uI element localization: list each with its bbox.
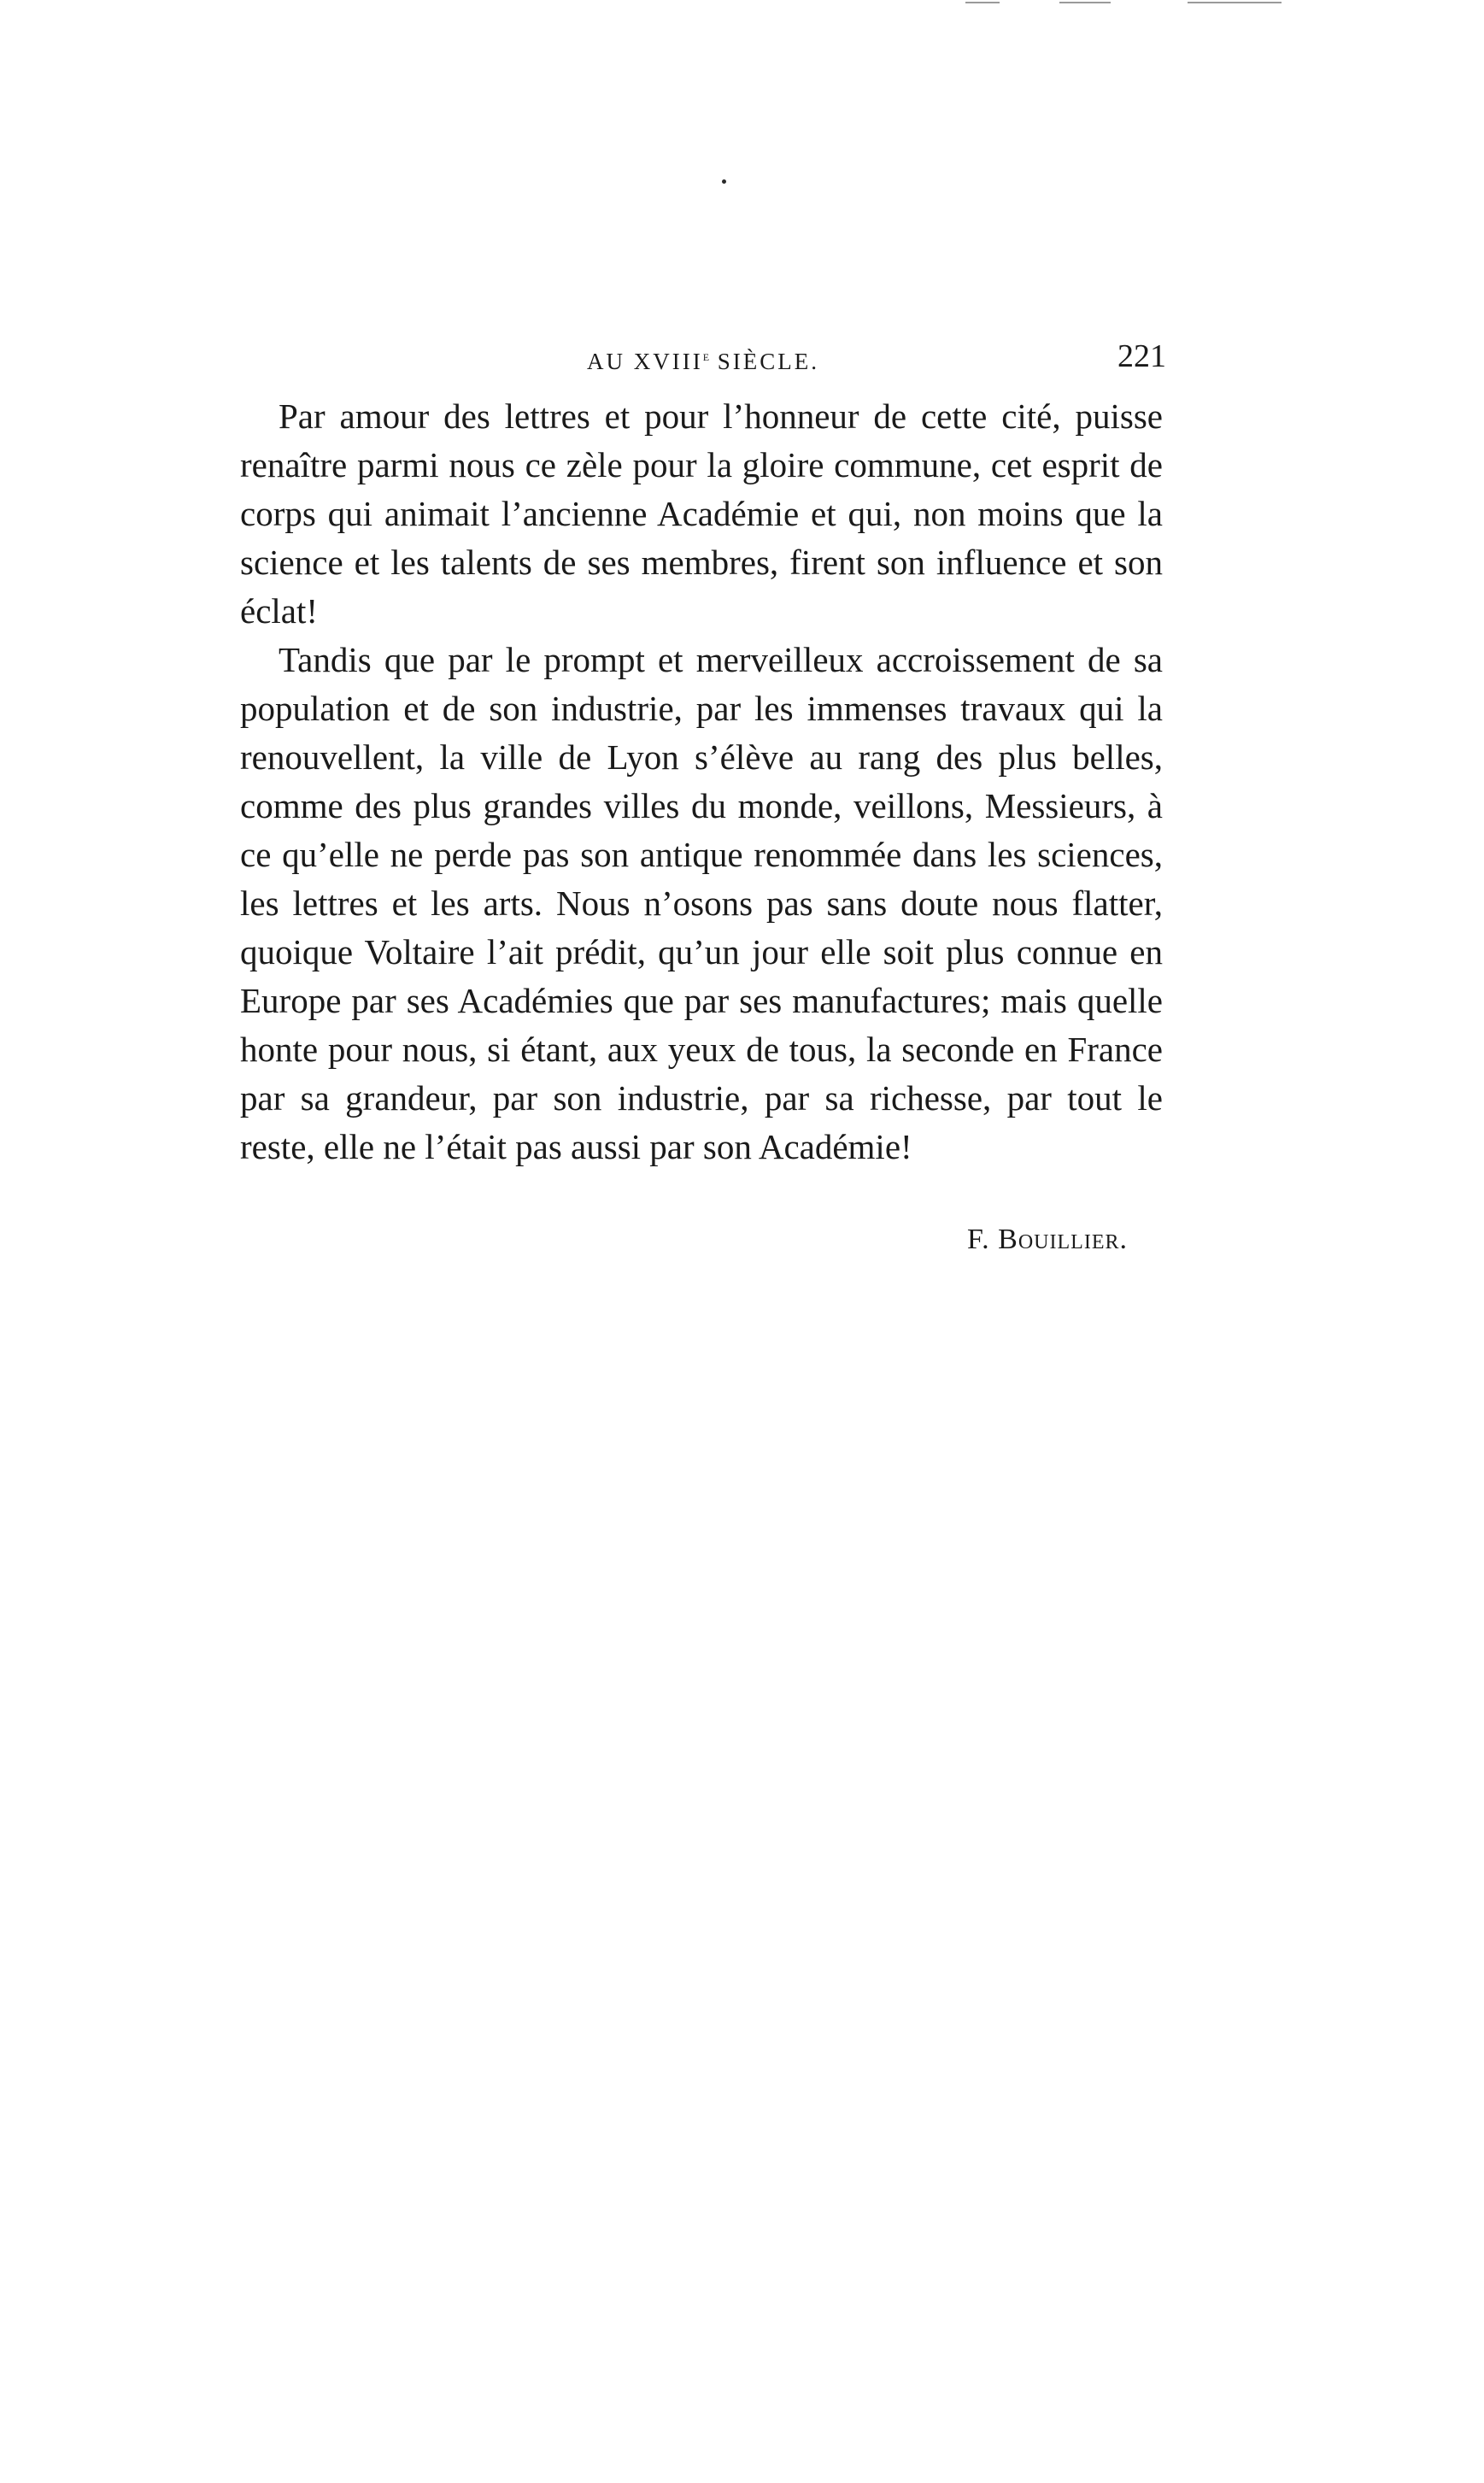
running-title-prefix: AU XVIII — [586, 349, 703, 374]
running-title-superscript: e — [702, 348, 710, 364]
body-text — [240, 392, 1163, 1171]
scan-artifact — [965, 2, 1000, 3]
scan-artifact — [1188, 2, 1282, 3]
paragraph: Tandis que par le prompt et merveilleux accroissement de sa population et de son industrie, par les immenses travaux qui la renouvellent, la ville de Lyon s’élève au rang des plus belles, comme des plus grandes villes du monde, veillons, Messieurs, à ce qu’elle ne perde pas son antique renommée dans les sciences, les lettres et les arts. Nous n’osons pas sans doute nous flatter, quoique Voltaire l’ait prédit, qu’un jour elle soit plus connue en Europe par ses Académies que par ses manufactures; mais quelle honte pour nous, si étant, aux yeux de tous, la seconde en France par sa grandeur, par son industrie, par sa richesse, par tout le reste, elle ne l’était pas aussi par son Académie! — [240, 640, 1163, 1166]
running-title-suffix: SIÈCLE. — [709, 349, 820, 374]
author-signature: F. Bouillier. — [966, 1224, 1128, 1255]
paragraph: Par amour des lettres et pour l’honneur de cette cité, puisse renaître parmi nous ce zèle pour la gloire commune, cet esprit de corps qui animait l’ancienne Académie et qui, non moins que la science et les talents de ses membres, firent son influence et son éclat! — [240, 396, 1163, 631]
scan-artifact — [1059, 2, 1111, 3]
running-head — [242, 338, 1164, 389]
running-title — [242, 348, 1164, 375]
page-number: 221 — [1117, 338, 1166, 374]
ink-speck — [722, 179, 726, 184]
